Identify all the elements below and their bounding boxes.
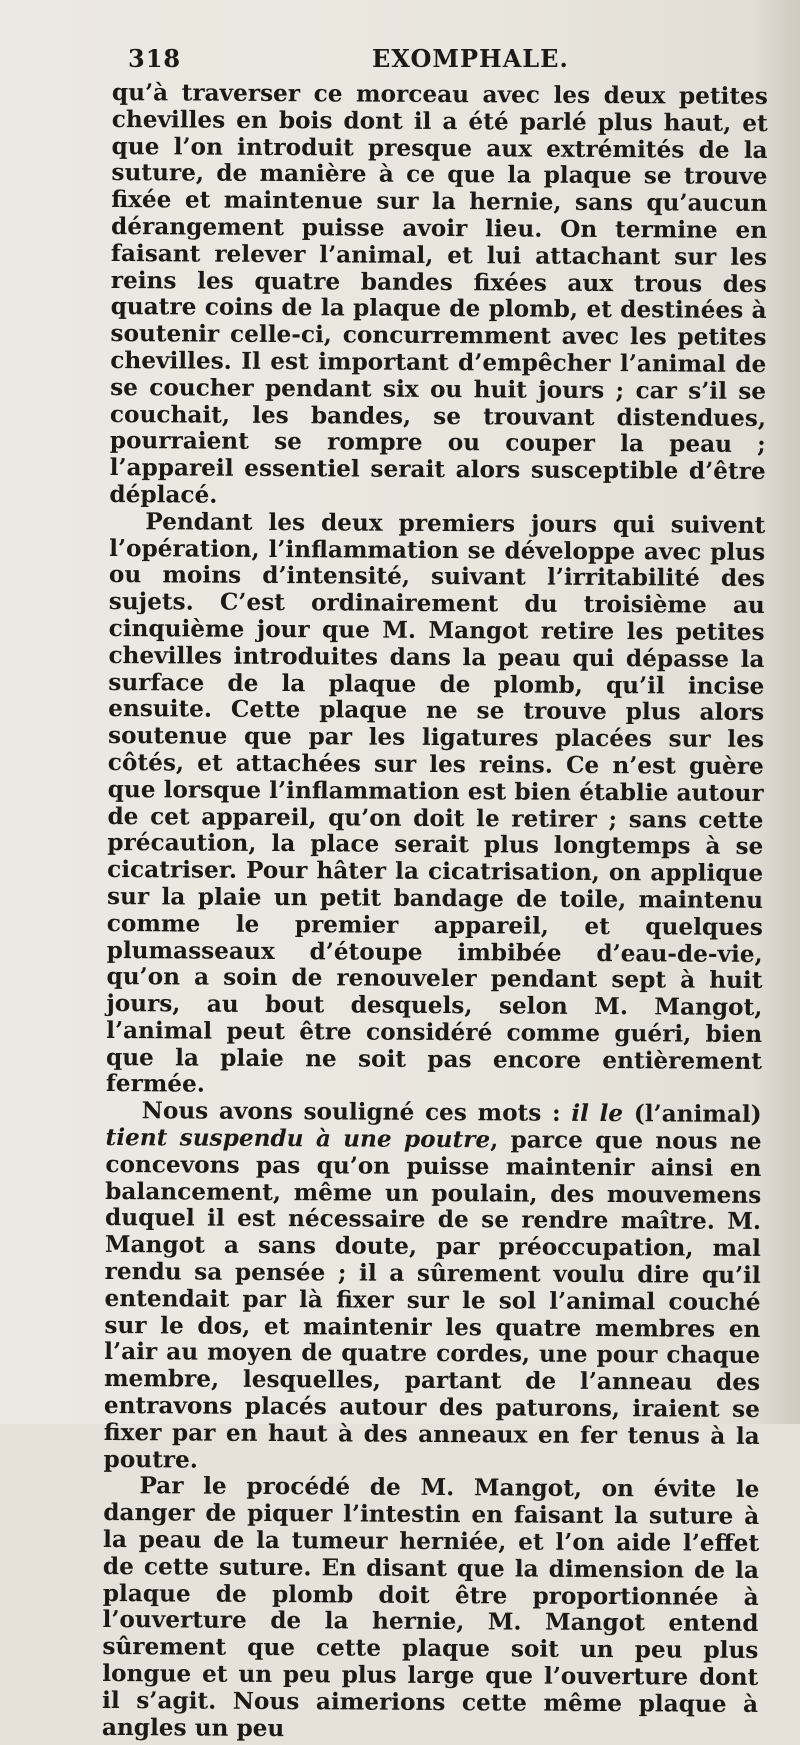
page-number: 318 xyxy=(128,44,182,73)
emphasis-il-le: il le xyxy=(571,1100,624,1128)
paragraph-3-text-b: (l’animal) xyxy=(623,1100,762,1129)
page-header xyxy=(0,44,800,84)
running-title: EXOMPHALE. xyxy=(372,44,569,73)
paragraph-3 xyxy=(103,1098,761,1477)
paragraph-2: Pendant les deux premiers jours qui suivent l’opération, l’inflammation se développe avec plus ou moins d’intensité, suivant l’irritabilité des sujets. C’est ordinairement du troisième au cinquième jour que M. Mangot retire les petites chevilles introduites dans la peau qui dépasse la surface de la plaque de plomb, qu’il incise ensuite. Cette plaque ne se trouve plus alors soutenue que par les ligatures placées sur les côtés, et attachées sur les reins. Ce n’est guère que lorsque l’inflammation est bien établie autour de cet appareil, qu’on doit le retirer ; sans cette précaution, la place serait plus longtemps à se cicatriser. Pour hâter la cicatrisation, on applique sur la plaie un petit bandage de toile, maintenu comme le premier appareil, et quelques plumasseaux d’étoupe imbibée d’eau-de-vie, qu’on a soin de renouveler pendant sept à huit jours, au bout desquels, selon M. Mangot, l’animal peut être considéré comme guéri, bien que la plaie ne soit pas encore entièrement fermée. xyxy=(105,507,766,1099)
body-text xyxy=(102,80,768,1745)
paragraph-4: Par le procédé de M. Mangot, on évite le danger de piquer l’intestin en faisant la suture à la peau de la tumeur herniée, et l’on aide l’effet de cette suture. En disant que la dimension de la plaque de plomb doit être proportionnée à l’ouverture de la hernie, M. Mangot entend sûrement que cette plaque soit un peu plus longue et un peu plus large que l’ouverture dont il s’agit. Nous aimerions cette même plaque à angles un peu xyxy=(101,1472,760,1742)
emphasis-suspended-beam: tient suspendu à une poutre xyxy=(105,1124,491,1154)
paragraph-3-text-c: , parce que nous ne concevons pas qu’on puisse maintenir ainsi en balancement, même un poulain, des mouvemens duquel il est nécessaire de se rendre maître. M. Mangot a sans doute, par préoccupation, mal rendu sa pensée ; il a sûrement voulu dire qu’il entendait par là fixer sur le sol l’animal couché sur le dos, et maintenir les quatre membres en l’air au moyen de quatre cordes, une pour chaque membre, lesquelles, partant de l’anneau des entravons placés autour des paturons, iraient se fixer par en haut à des anneaux en fer tenus à la poutre. xyxy=(103,1126,762,1474)
paragraph-1: qu’à traverser ce morceau avec les deux petites chevilles en bois dont il a été parlé plus haut, et que l’on introduit presque aux extrémités de la suture, de manière à ce que la plaque se trouve fixée et maintenue sur la hernie, sans qu’aucun dérangement puisse avoir lieu. On termine en faisant relever l’animal, et lui attachant sur les reins les quatre bandes fixées aux trous des quatre coins de la plaque de plomb, et destinées à soutenir celle-ci, concurremment avec les petites chevilles. Il est important d’empêcher l’animal de se coucher pendant six ou huit jours ; car s’il se couchait, les bandes, se trouvant distendues, pourraient se rompre ou couper la peau ; l’appareil essentiel serait alors susceptible d’être déplacé. xyxy=(109,79,768,509)
paragraph-3-text-a: Nous avons souligné ces mots : xyxy=(141,1097,572,1128)
